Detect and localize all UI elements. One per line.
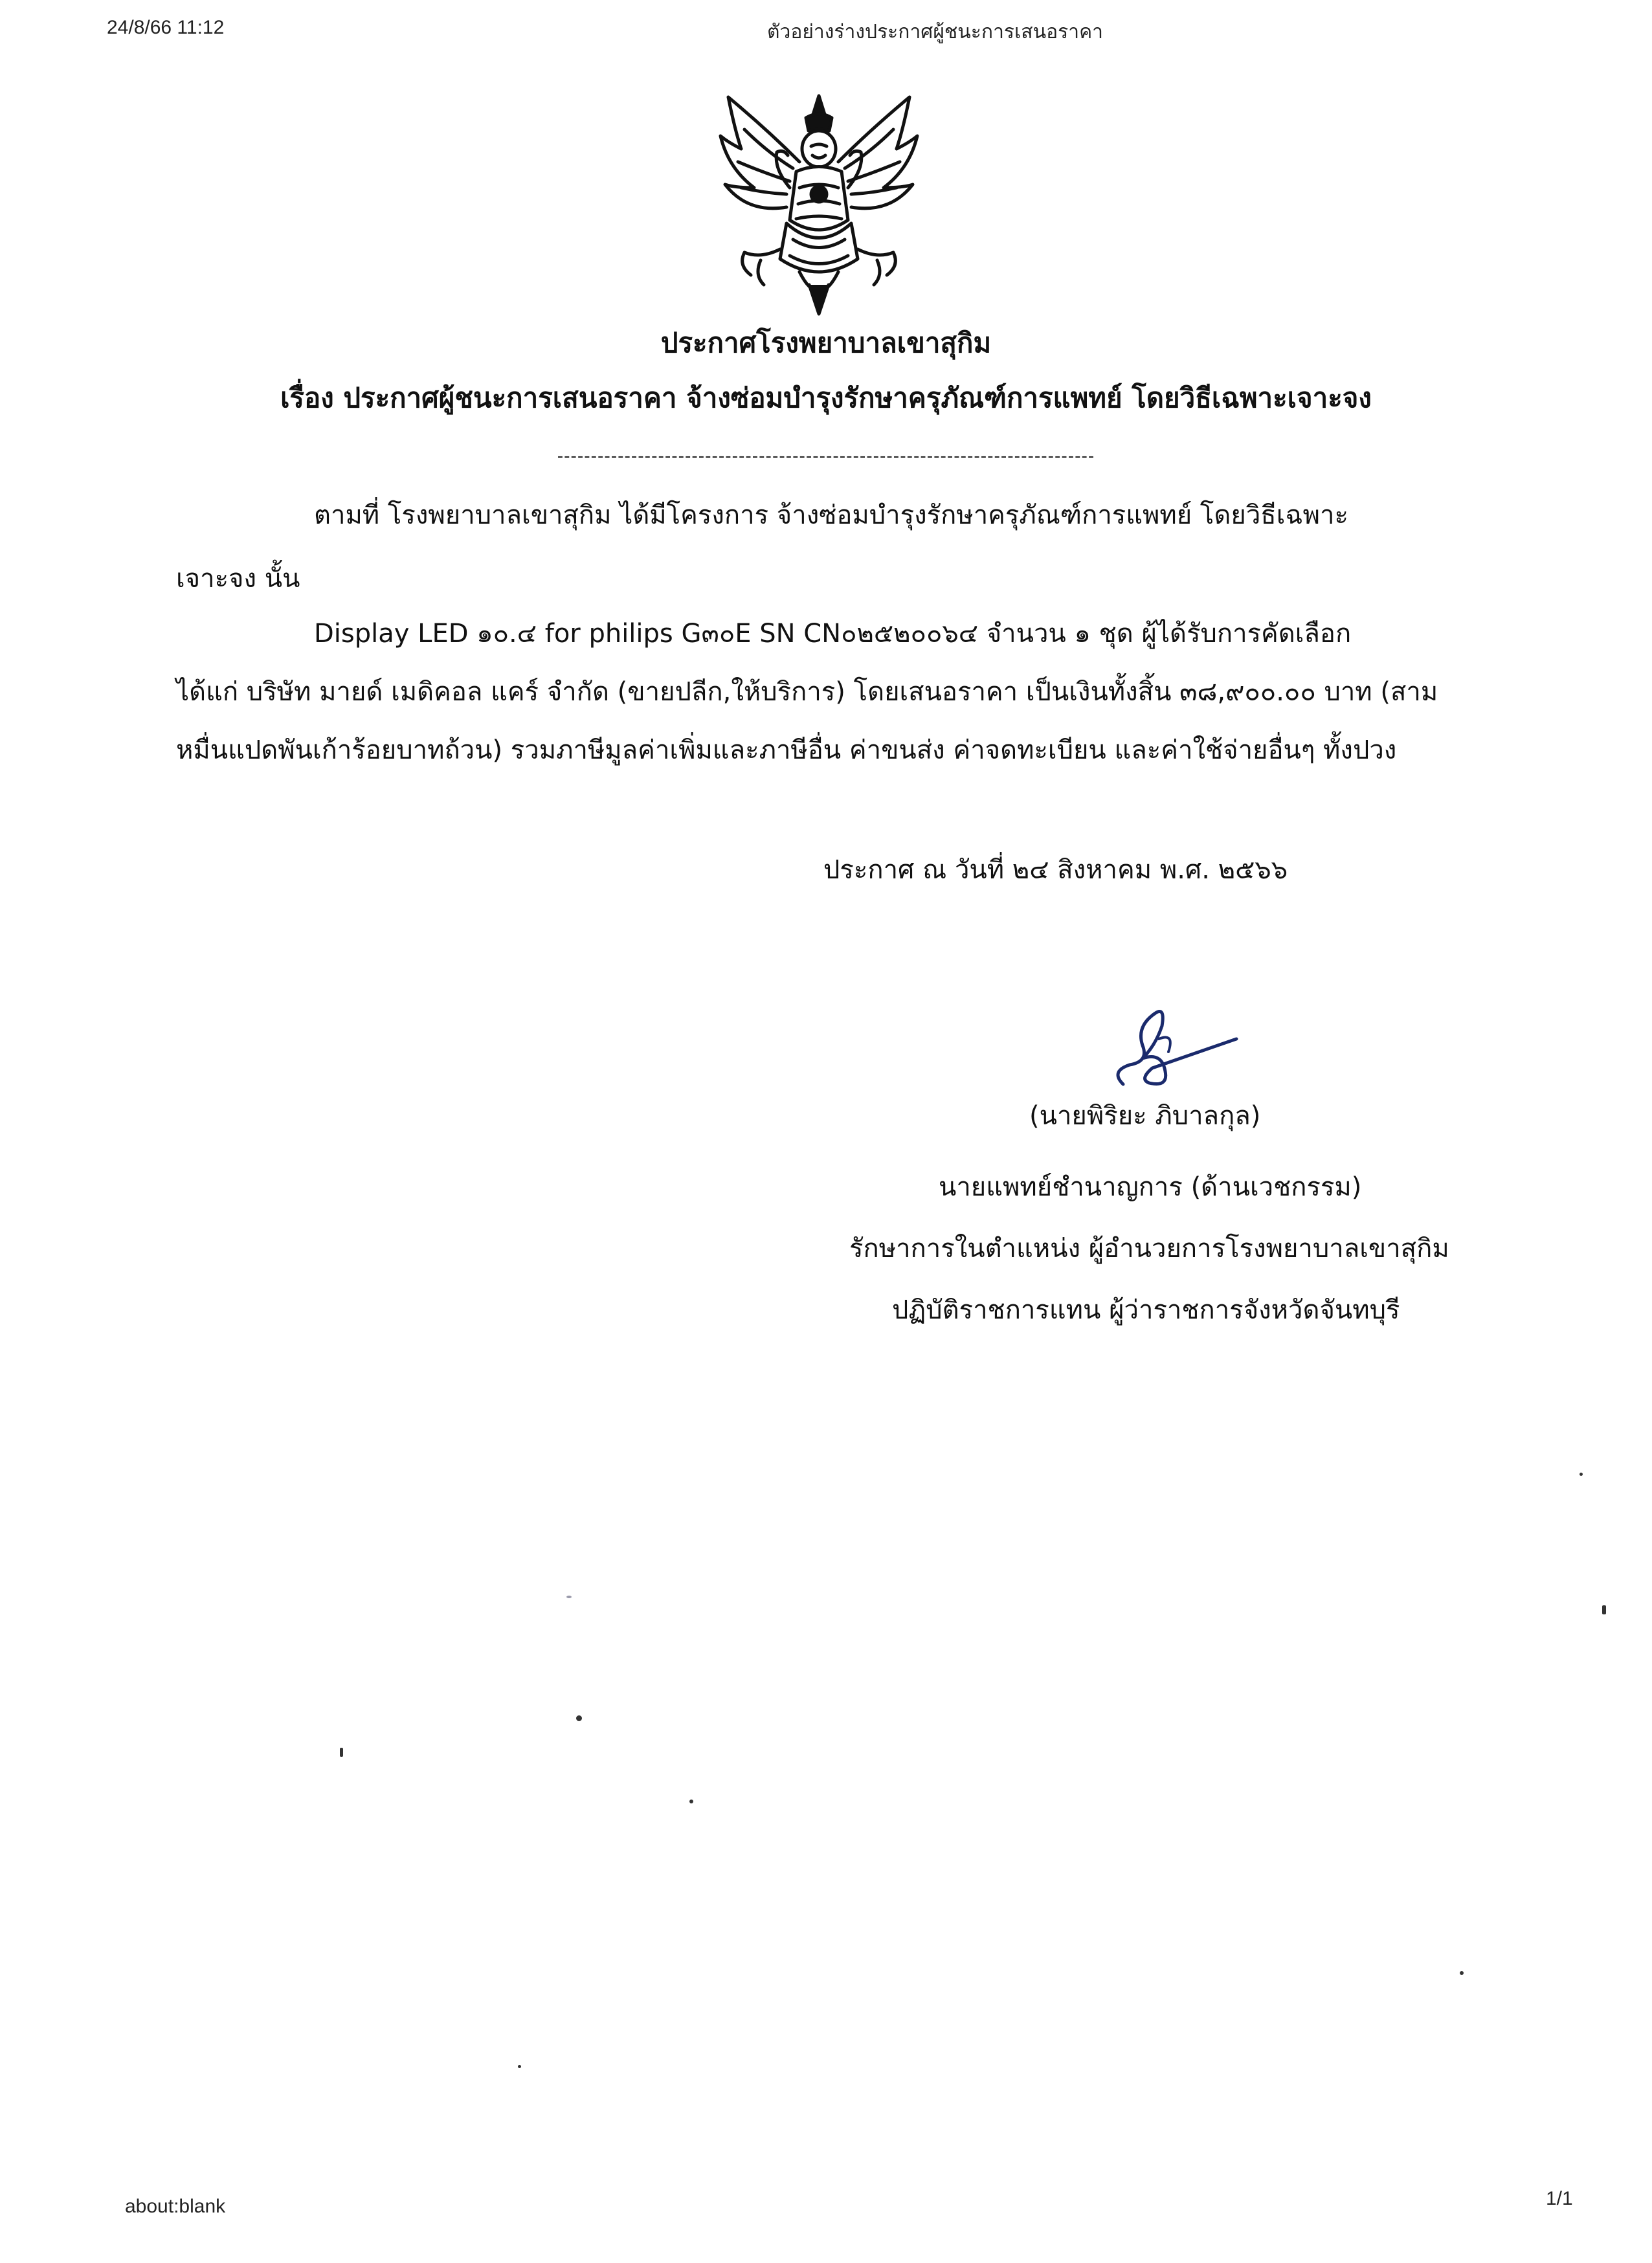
scan-speck [340,1748,343,1757]
announcement-subject: เรื่อง ประกาศผู้ชนะการเสนอราคา จ้างซ่อมบำรุงรักษาครุภัณฑ์การแพทย์ โดยวิธีเฉพาะเจาะจง [280,382,1372,414]
scan-speck [566,1596,572,1598]
print-date-time: 24/8/66 11:12 [107,17,225,38]
scan-speck [1602,1605,1606,1614]
print-page-number: 1/1 [1546,2188,1573,2209]
signatory-position-1: นายแพทย์ชำนาญการ (ด้านเวชกรรม) [939,1172,1362,1202]
print-page-title: ตัวอย่างร่างประกาศผู้ชนะการเสนอราคา [767,21,1103,43]
scan-speck [576,1715,582,1721]
scan-speck [689,1800,693,1803]
signatory-position-2: รักษาการในตำแหน่ง ผู้อำนวยการโรงพยาบาลเขาสุกิม [849,1234,1449,1264]
body-line-4: ได้แก่ บริษัท มายด์ เมดิคอล แคร์ จำกัด (ขายปลีก,ให้บริการ) โดยเสนอราคา เป็นเงินทั้งสิ้น ๓๘,๙๐๐.๐๐ บาท (สาม [176,677,1438,707]
separator-line: -------------------------------------------------------------------------------- [557,447,1095,466]
scan-speck [1579,1473,1583,1476]
announcement-organization: ประกาศโรงพยาบาลเขาสุกิม [660,327,992,359]
body-line-1: ตามที่ โรงพยาบาลเขาสุกิม ได้มีโครงการ จ้างซ่อมบำรุงรักษาครุภัณฑ์การแพทย์ โดยวิธีเฉพาะ [314,500,1348,530]
signature-mark [1104,1000,1243,1097]
print-url: about:blank [125,2196,226,2217]
garuda-emblem-icon [715,91,922,320]
signatory-position-3: ปฏิบัติราชการแทน ผู้ว่าราชการจังหวัดจันทบุรี [892,1295,1400,1325]
body-line-3: Display LED ๑๐.๔ for philips G๓๐E SN CN๐๒๕๒๐๐๖๔ จำนวน ๑ ชุด ผู้ได้รับการคัดเลือก [314,619,1352,649]
scan-speck [1460,1971,1464,1975]
body-line-5: หมื่นแปดพันเก้าร้อยบาทถ้วน) รวมภาษีมูลค่าเพิ่มและภาษีอื่น ค่าขนส่ง ค่าจดทะเบียน และค่าใช้จ่ายอื่นๆ ทั้งปวง [176,735,1397,765]
body-line-2: เจาะจง นั้น [176,564,300,594]
signatory-name: (นายพิริยะ ภิบาลกุล) [1029,1101,1261,1131]
announcement-date: ประกาศ ณ วันที่ ๒๔ สิงหาคม พ.ศ. ๒๕๖๖ [823,855,1288,885]
scan-speck [518,2065,521,2068]
